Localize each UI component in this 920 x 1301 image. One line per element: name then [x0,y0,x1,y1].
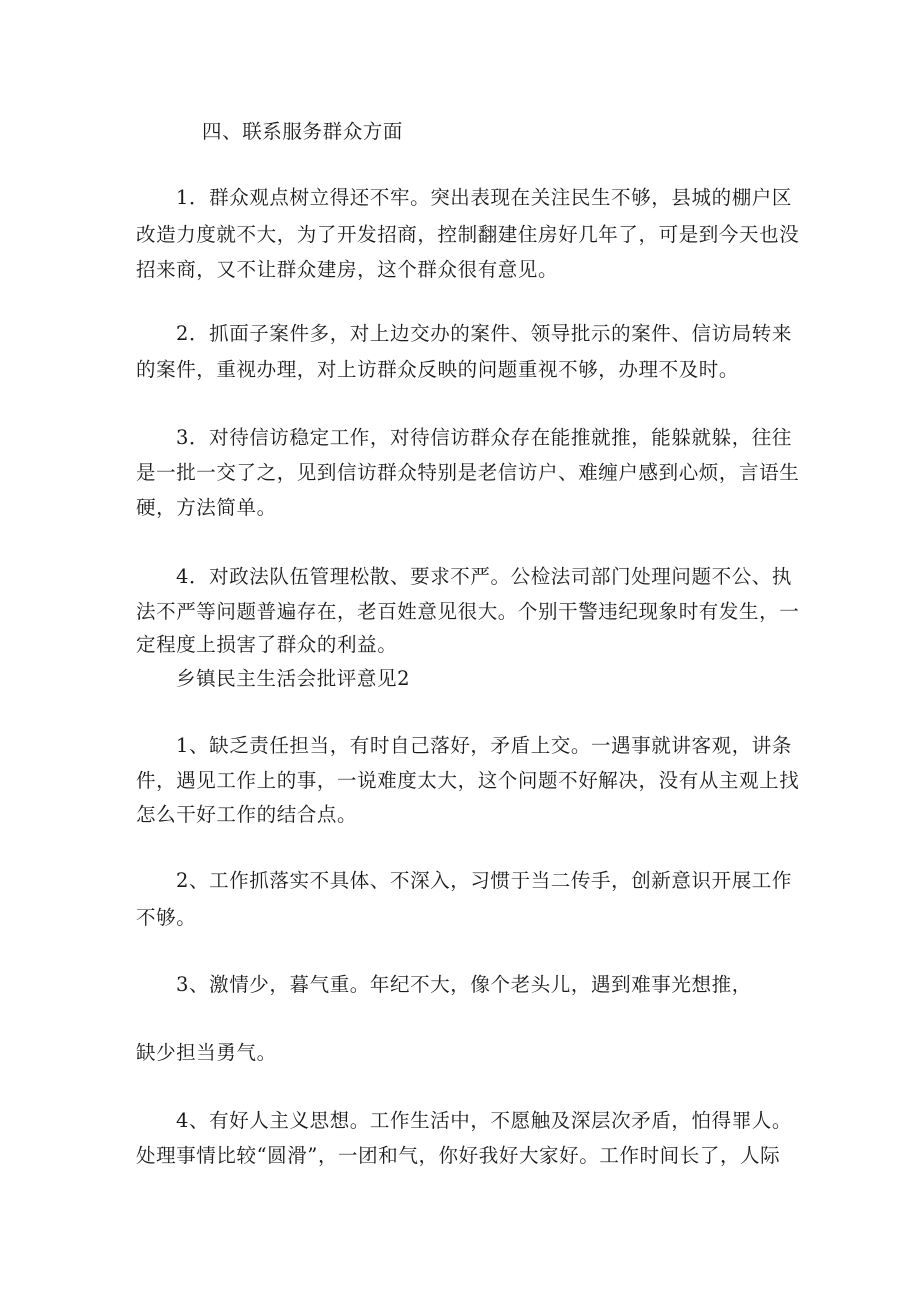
paragraph-line: 硬，方法简单。 [136,496,277,519]
paragraph-line: 改造力度就不大，为了开发招商，控制翻建住房好几年了，可是到今天也没 [136,223,800,246]
paragraph-line: 2．抓面子案件多，对上边交办的案件、领导批示的案件、信访局转来 [176,322,793,345]
paragraph-line: 的案件，重视办理，对上访群众反映的问题重视不够，办理不及时。 [136,358,740,381]
paragraph-line: 法不严等问题普遍存在，老百姓意见很大。个别干警违纪现象时有发生，一 [136,600,800,623]
paragraph-line: 1．群众观点树立得还不牢。突出表现在关注民生不够，县城的棚户区 [176,186,793,209]
paragraph-line: 件，遇见工作上的事，一说难度太大，这个问题不好解决，没有从主观上找 [136,769,800,792]
paragraph-line: 处理事情比较“圆滑”，一团和气，你好我好大家好。工作时间长了，人际 [136,1144,781,1167]
sub-heading: 乡镇民主生活会批评意见2 [176,667,411,690]
paragraph-line: 4、有好人主义思想。工作生活中，不愿触及深层次矛盾，怕得罪人。 [176,1109,793,1132]
paragraph-line: 3．对待信访稳定工作，对待信访群众存在能推就推，能躲就躲，往往 [176,426,793,449]
paragraph-line: 2、工作抓落实不具体、不深入，习惯于当二传手，创新意识开展工作 [176,869,793,892]
paragraph-line: 是一批一交了之，见到信访群众特别是老信访户、难缠户感到心烦，言语生 [136,461,800,484]
paragraph-line: 招来商，又不让群众建房，这个群众很有意见。 [136,258,559,281]
paragraph-line: 定程度上损害了群众的利益。 [136,633,398,656]
paragraph-line: 怎么干好工作的结合点。 [136,803,358,826]
section-heading: 四、联系服务群众方面 [202,120,404,143]
paragraph-line: 1、缺乏责任担当，有时自己落好，矛盾上交。一遇事就讲客观，讲条 [176,734,793,757]
paragraph-line: 不够。 [136,906,197,929]
paragraph-line: 4．对政法队伍管理松散、要求不严。公检法司部门处理问题不公、执 [176,565,793,588]
paragraph-line: 3、激情少，暮气重。年纪不大，像个老头儿，遇到难事光想推， [176,973,752,996]
paragraph-line: 缺少担当勇气。 [136,1041,277,1064]
